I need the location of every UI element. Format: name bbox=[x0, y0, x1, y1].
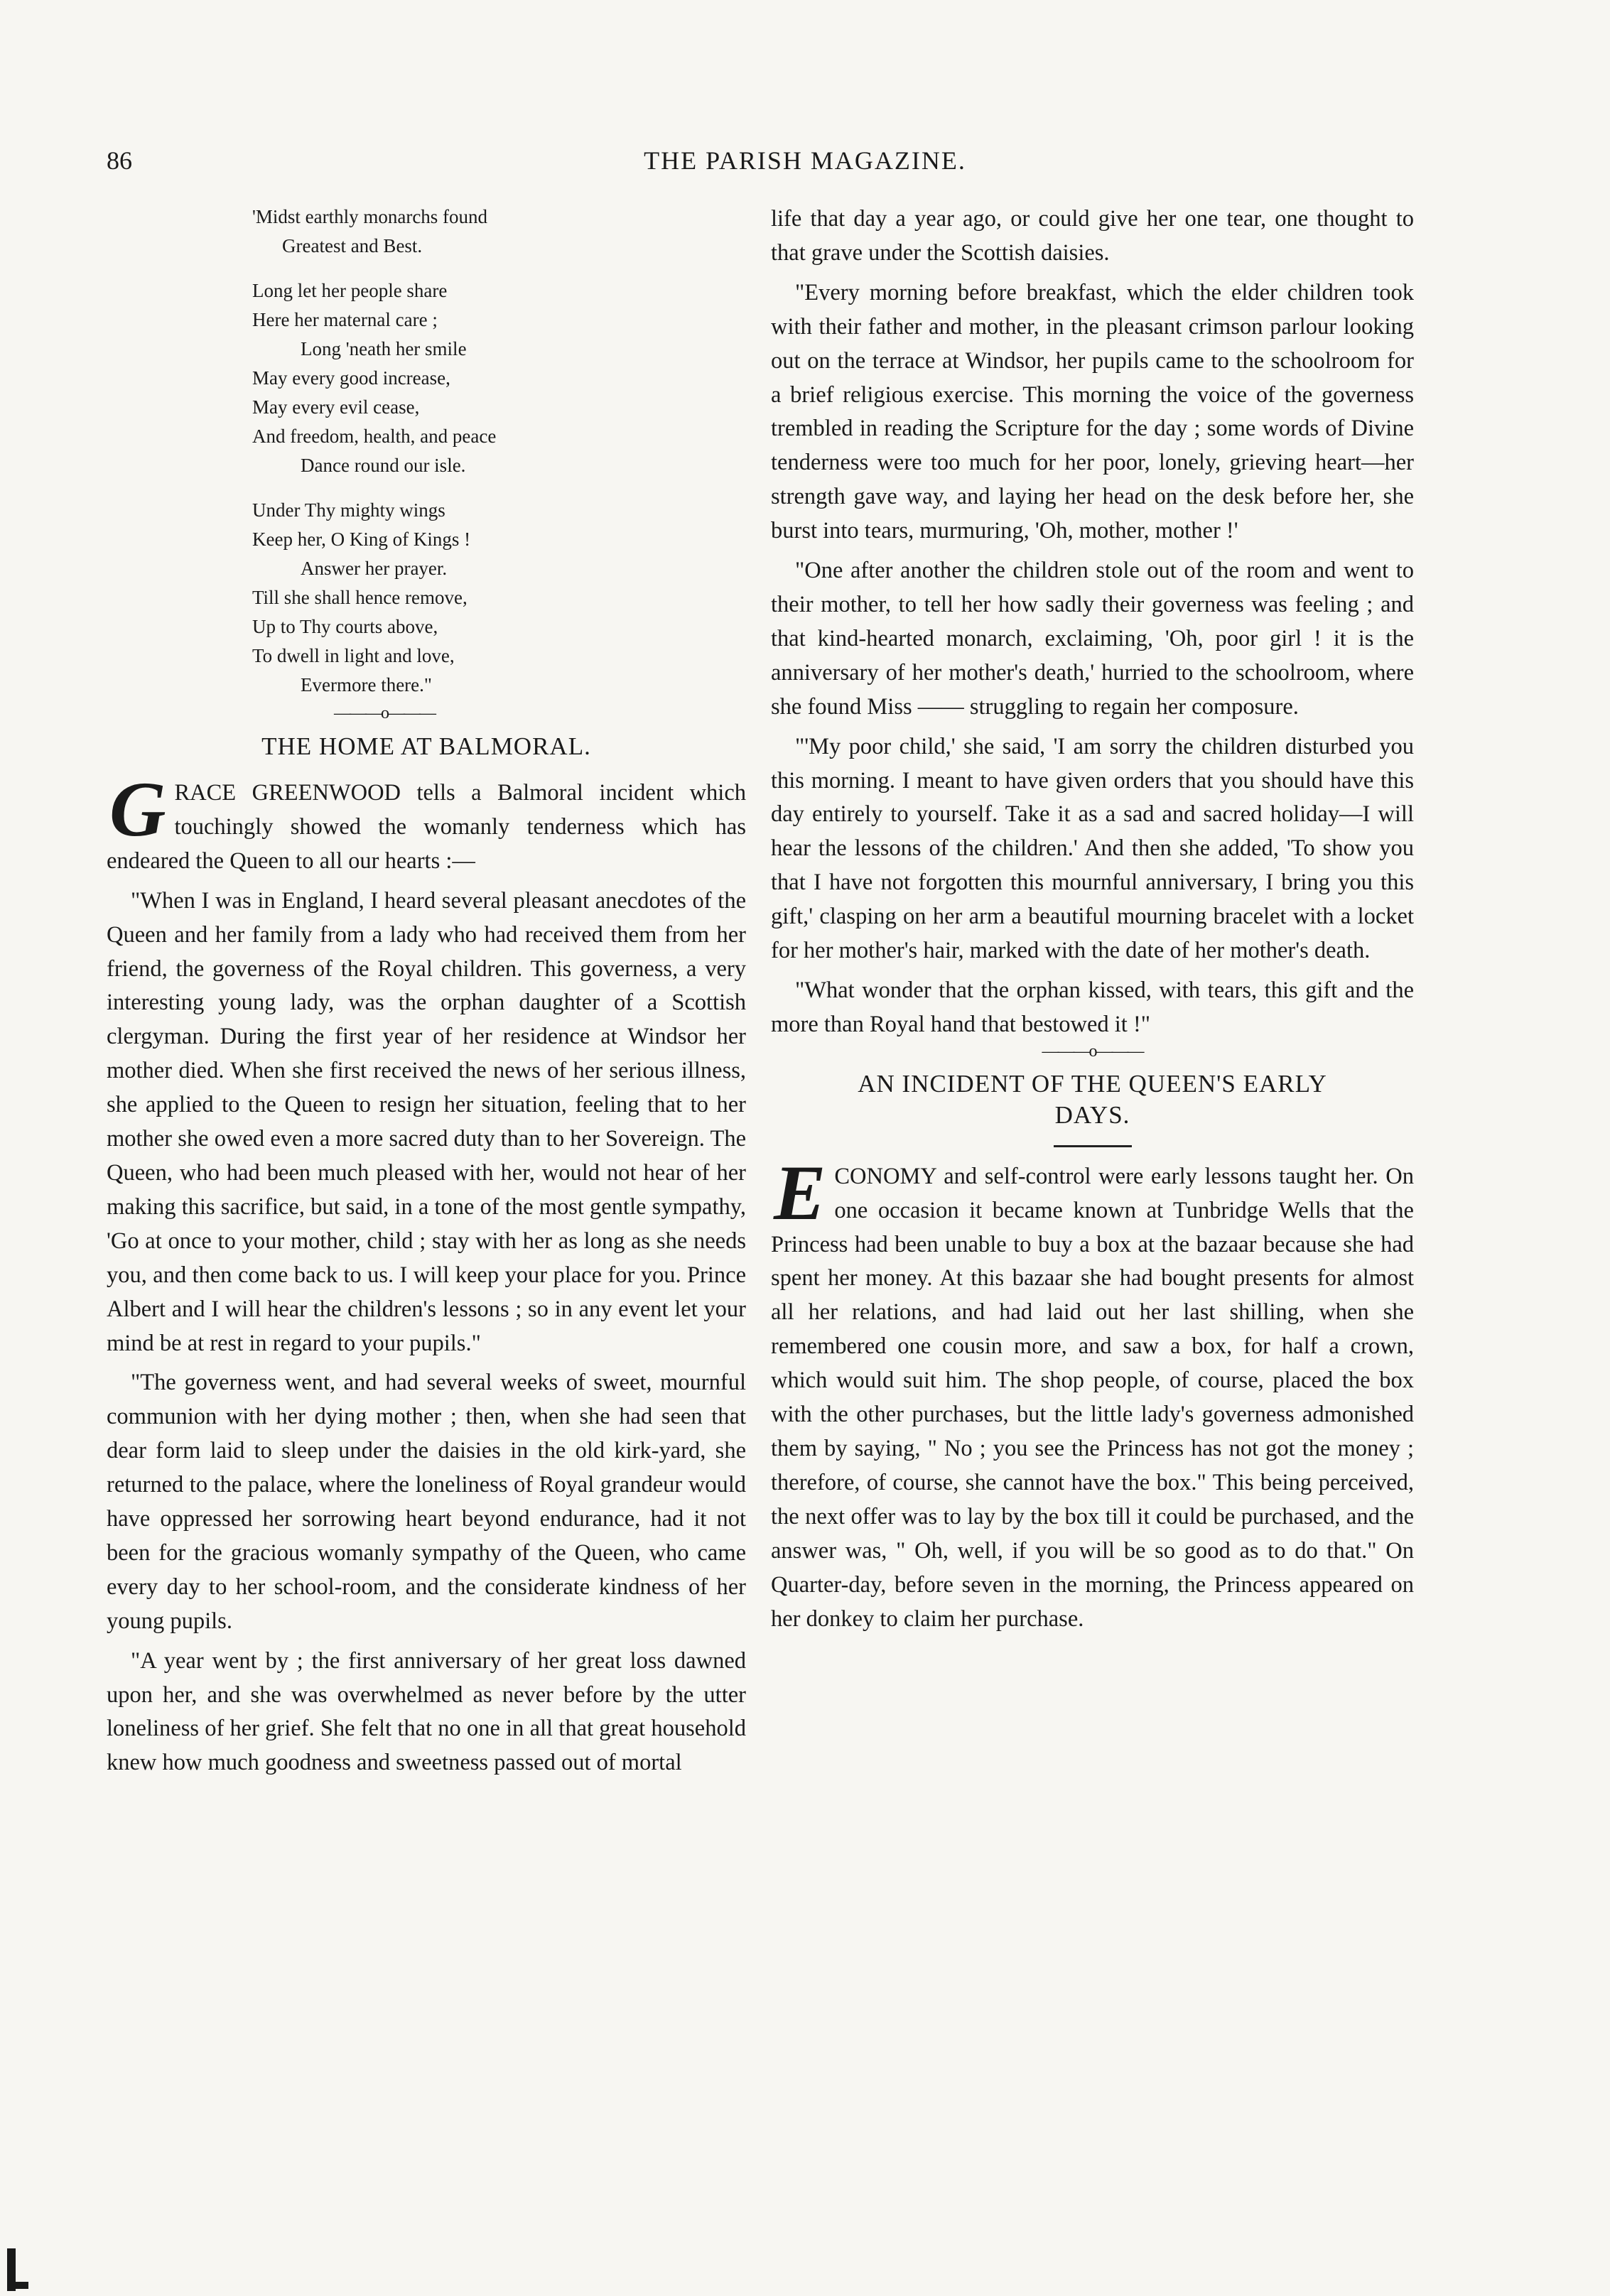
section-separator: ———o——— bbox=[1042, 1041, 1143, 1061]
article-paragraph: "'My poor child,' she said, 'I am sorry the children disturbed you this morning. I meant to have given orders that you should have this day entirely to yourself. Take it as a sad and sacred holiday—I will hear the lessons of the children.' And then she added, 'To show you that I have not forgotten this mournful anniversary, I bring you this gift,' clasping on her arm a beautiful mourning bracelet with a locket for her mother's hair, marked with the date of her mother's death. bbox=[771, 733, 1414, 964]
poem-line: Dance round our isle. bbox=[301, 455, 466, 476]
section-separator: ———o——— bbox=[334, 704, 435, 722]
title-rule bbox=[1054, 1145, 1132, 1147]
poem-line: Long 'neath her smile bbox=[301, 338, 467, 359]
poem-stanza bbox=[252, 496, 746, 700]
page-number: 86 bbox=[107, 146, 132, 175]
poem-line: Here her maternal care ; bbox=[252, 309, 438, 330]
right-column bbox=[771, 202, 1414, 1642]
poem-line: May every evil cease, bbox=[252, 396, 420, 418]
drop-cap: G bbox=[109, 766, 166, 852]
poem-line: 'Midst earthly monarchs found bbox=[252, 206, 488, 227]
poem-line: Under Thy mighty wings bbox=[252, 499, 445, 521]
poem-line: Greatest and Best. bbox=[282, 235, 423, 256]
scan-mark bbox=[7, 2282, 28, 2289]
article-paragraph: "One after another the children stole out of the room and went to their mother, to tell her how sadly their governess was feeling ; and that kind-hearted monarch, exclaiming, 'Oh, poor girl ! it is the anniversary of her mother's death,' hurried to the schoolroom, where she found Miss —— struggling to regain her composure. bbox=[771, 558, 1414, 720]
poem-line: Evermore there." bbox=[301, 674, 432, 695]
article-paragraph: "The governess went, and had several weeks of sweet, mournful communion with her dying mother ; then, when she had seen that dear form laid to sleep under the daisies in the old kirk-yard, she returned to the palace, where the loneliness of Royal grandeur would have oppressed her sorrowing heart beyond endurance, had it not been for the gracious womanly sympathy of the Queen, who came every day to her school-room, and the considerate kindness of her young pupils. bbox=[107, 1370, 746, 1634]
poem-line: Long let her people share bbox=[252, 280, 448, 301]
poem-stanza bbox=[252, 276, 746, 480]
poem-line: Answer her prayer. bbox=[301, 558, 448, 579]
article-title: AN INCIDENT OF THE QUEEN'S EARLY DAYS. bbox=[858, 1069, 1327, 1129]
drop-cap: E bbox=[774, 1149, 826, 1236]
running-title: THE PARISH MAGAZINE. bbox=[644, 146, 966, 175]
poem bbox=[252, 202, 746, 700]
article-paragraph: ECONOMY and self-control were early lessons taught her. On one occasion it became known at Tunbridge Wells that the Princess had been unable to buy a box at the bazaar because she had spent her money. At this bazaar she had bought presents for almost all her relations, and had laid out her last shilling, when she remembered one cousin more, and saw a box, for half a crown, which would suit him. The shop people, of course, placed the box with the other purchases, but the little lady's governess admonished them by saying, " No ; you see the Princess has not got the money ; therefore, of course, she cannot have the box." This being perceived, the next offer was to lay by the box till it could be purchased, and the answer was, " Oh, well, if you will be so good as to do that." On Quarter-day, before seven in the morning, the Princess appeared on her donkey to claim her purchase. bbox=[771, 1149, 1414, 1632]
article-title: THE HOME AT BALMORAL. bbox=[261, 732, 591, 760]
article-paragraph: "What wonder that the orphan kissed, with tears, this gift and the more than Royal hand that bestowed it !" bbox=[771, 977, 1414, 1037]
poem-line: Keep her, O King of Kings ! bbox=[252, 529, 471, 550]
article-paragraph: "Every morning before breakfast, which the elder children took with their father and mother, in the pleasant crimson parlour looking out on the terrace at Windsor, her pupils came to the schoolroom for a brief religious exercise. This morning the voice of the governess trembled in reading the Scripture for the day ; some words of Divine tenderness were too much for her poor, lonely, grieving heart—her strength gave way, and laying her head on the desk before her, she burst into tears, murmuring, 'Oh, mother, mother !' bbox=[771, 279, 1414, 544]
poem-line: Till she shall hence remove, bbox=[252, 587, 468, 608]
poem-line: And freedom, health, and peace bbox=[252, 426, 497, 447]
poem-line: May every good increase, bbox=[252, 367, 450, 389]
left-column bbox=[107, 202, 746, 1786]
article-paragraph: "A year went by ; the first anniversary of her great loss dawned upon her, and she was overwhelmed as never before by the utter loneliness of her grief. She felt that no one in all that great household knew how much goodness and sweetness passed out of mortal bbox=[107, 1647, 746, 1776]
poem-line: Up to Thy courts above, bbox=[252, 616, 438, 637]
article-paragraph: GRACE GREENWOOD tells a Balmoral incident which touchingly showed the womanly tenderness which has endeared the Queen to all our hearts :— bbox=[107, 766, 746, 874]
article-paragraph: life that day a year ago, or could give her one tear, one thought to that grave under the Scottish daisies. bbox=[771, 206, 1414, 266]
article-paragraph: "When I was in England, I heard several pleasant anecdotes of the Queen and her family from a lady who had received them from her friend, the governess of the Royal children. This governess, a very interesting young lady, was the orphan daughter of a Scottish clergyman. During the first year of her residence at Windsor her mother died. When she first received the news of her serious illness, she applied to the Queen to resign her situation, feeling that to her mother she owed even a more sacred duty than to her Sovereign. The Queen, who had been much pleased with her, would not hear of her making this sacrifice, but said, in a tone of the most gentle sympathy, 'Go at once to your mother, child ; stay with her as long as she needs you, and then come back to us. I will keep your place for you. Prince Albert and I will hear the children's lessons ; so in any event let your mind be at rest in regard to your pupils." bbox=[107, 887, 746, 1356]
poem-line: To dwell in light and love, bbox=[252, 645, 455, 666]
